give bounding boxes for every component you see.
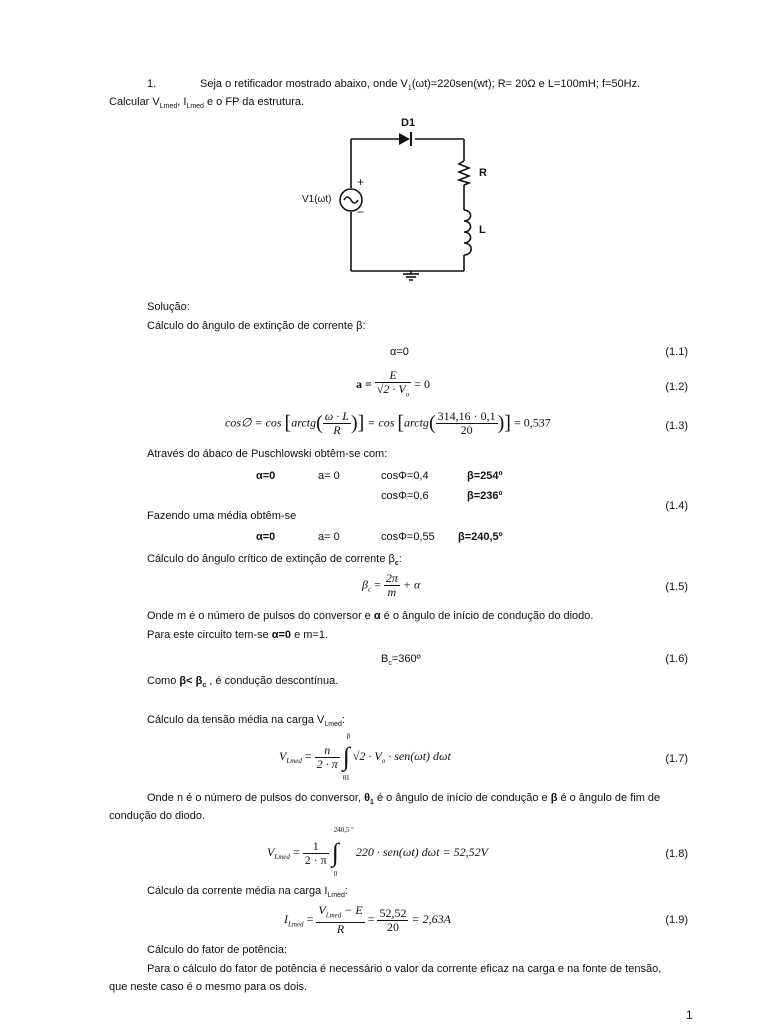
row2-cos: cosΦ=0,6 [381, 490, 429, 502]
row1-a: a= 0 [318, 470, 340, 482]
eq-1-8: $V_{Lmed}$ = $\frac{1}{2 \cdot \pi}$ ∫ 240,5 º 0 220 · sen(ωt) dωt = 52,52V [267, 826, 488, 878]
problem-line1: Seja o retificador mostrado abaixo, onde $V_1(\omega t)=220sen(wt)$; R= 20Ω e L=100mH; f=50Hz. [200, 78, 641, 93]
fator-paragraph-line1: Para o cálculo do fator de potência é necessário o valor da corrente eficaz na carga e na fonte de tensão, [147, 963, 662, 975]
solution-title: Solução: [147, 301, 190, 313]
corrente-heading: Cálculo da corrente média na carga $I_{Lmed}$: [147, 885, 348, 900]
eq-1-3: cos∅ = cos [arctg( $\frac{\omega \cdot L}{R}$ )] = cos [arctg( $\frac{314,16 \cdot 0,1}{20}$ )] = 0,537 [225, 409, 551, 437]
inductor-label: L [479, 224, 486, 236]
row3-beta: β=240,5º [458, 531, 503, 543]
source-label: V1(ωt) [302, 194, 332, 205]
eq-number-1-4: (1.4) [665, 500, 688, 512]
onde-n-line1: Onde n é o número de pulsos do conversor, $\theta_1$ é o ângulo de início de condução e β é o ângulo de fim de [147, 792, 661, 807]
row1-cos: cosΦ=0,4 [381, 470, 429, 482]
beta-calc-heading: Cálculo do ângulo de extinção de corrente β: [147, 320, 366, 332]
eq-number-1-2: (1.2) [665, 381, 688, 393]
row3-a: a= 0 [318, 531, 340, 543]
source-minus: − [357, 205, 365, 219]
page-number: 1 [686, 1008, 693, 1022]
resistor-label: R [479, 167, 487, 179]
media-text: Fazendo uma média obtêm-se [147, 510, 297, 522]
eq-1-6: $B_c=360º$ [381, 653, 421, 668]
eq-number-1-9: (1.9) [665, 914, 688, 926]
abaco-text: Através do ábaco de Puschlowski obtêm-se com: [147, 448, 388, 460]
eq-1-9: $I_{Lmed}$ = $\frac{V_{Lmed} - E}{R}$ = $\frac{52,52}{20}$ = 2,63A [284, 903, 451, 937]
onde-m-text: Onde m é o número de pulsos do conversor e α é o ângulo de início de condução do diodo. [147, 610, 594, 622]
fator-paragraph-line2: que neste caso é o mesmo para os dois. [109, 981, 308, 993]
row3-alpha: α=0 [256, 531, 276, 543]
problem-number: 1. [147, 78, 157, 90]
fator-heading: Cálculo do fator de potência: [147, 944, 288, 956]
diode-label: D1 [401, 117, 416, 129]
eq-1-5: $\beta_c$ = $\frac{2\pi}{m}$ + α [362, 571, 421, 599]
eq-number-1-7: (1.7) [665, 753, 688, 765]
circuito-text: Para este circuito tem-se α=0 e m=1. [147, 629, 329, 641]
eq-1-7: $V_{Lmed}$ = $\frac{n}{2 \cdot \pi}$ ∫ β θ1 $√2 \cdot V_o \cdot sen(\omega t)$ dωt [279, 732, 451, 782]
eq-1-1: α=0 [390, 346, 409, 358]
row3-cos: cosΦ=0,55 [381, 531, 435, 543]
eq-1-2: a = $\frac{E}{√2 \cdot V_o}$ = 0 [356, 368, 431, 399]
row1-alpha: α=0 [256, 470, 276, 482]
tensao-heading: Cálculo da tensão média na carga $V_{Lmed}$: [147, 714, 345, 729]
eq-number-1-3: (1.3) [665, 420, 688, 432]
row1-beta: β=254º [467, 470, 503, 482]
onde-n-line2: condução do diodo. [109, 810, 206, 822]
source-plus: + [357, 175, 365, 189]
eq-number-1-6: (1.6) [665, 653, 688, 665]
como-text: Como $\beta< \beta_c$ , é condução descontínua. [147, 675, 339, 690]
eq-number-1-8: (1.8) [665, 848, 688, 860]
row2-beta: β=236º [467, 490, 503, 502]
critico-heading: Cálculo do ângulo crítico de extinção de corrente $\beta_c$: [147, 553, 402, 568]
problem-line2: Calcular $V_{Lmed}$, $I_{Lmed}$ e o FP da estrutura. [109, 96, 305, 111]
eq-number-1-1: (1.1) [665, 346, 688, 358]
eq-number-1-5: (1.5) [665, 581, 688, 593]
